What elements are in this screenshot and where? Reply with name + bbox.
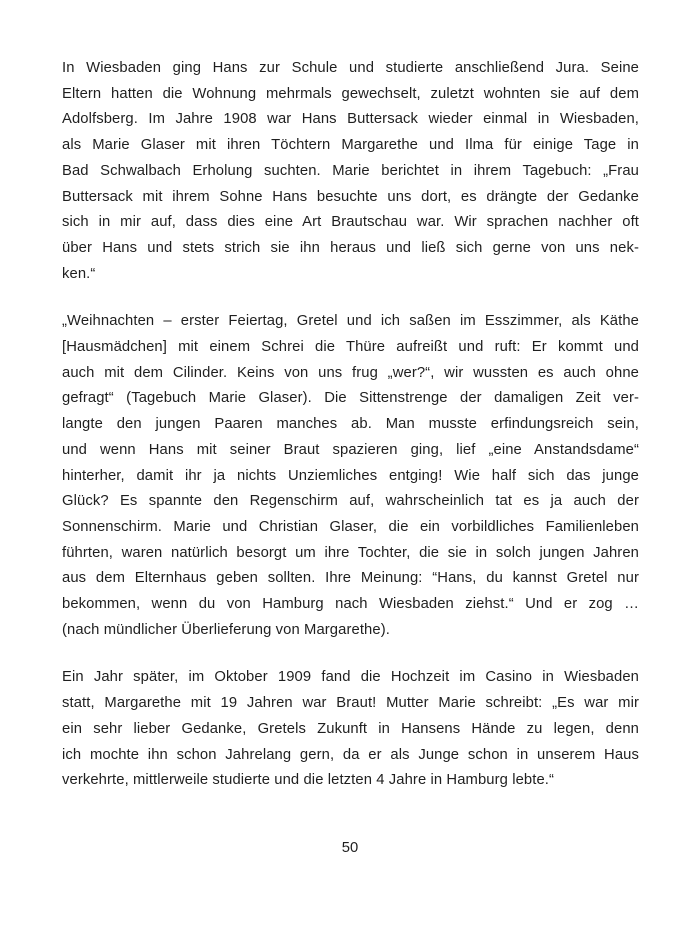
text-line: Adolfsberg. Im Jahre 1908 war Hans Buttersack wieder einmal in Wiesbaden, [62,111,639,128]
text-line: Bad Schwalbach Erholung suchten. Marie berichtet in ihrem Tagebuch: „Frau [62,162,639,179]
text-line: Glück? Es spannte den Regenschirm auf, wahrscheinlich tat es ja auch der [62,493,639,510]
text-line: verkehrte, mittlerweile studierte und die letzten 4 Jahre in Hamburg lebte.“ [62,772,555,789]
text-line: ich mochte ihn schon Jahrelang gern, da er als Junge schon in unserem Haus [62,746,639,763]
text-line: ken.“ [62,265,96,282]
text-line: statt, Margarethe mit 19 Jahren war Braut! Mutter Marie schreibt: „Es war mir [62,695,639,712]
text-line: über Hans und stets strich sie ihn heraus und ließ sich gerne von uns nek- [62,239,639,256]
text-line: als Marie Glaser mit ihren Töchtern Margarethe und Ilma für einige Tage in [62,137,639,154]
text-line: auch mit dem Cilinder. Keins von uns frug „wer?“, wir wussten es auch ohne [62,364,639,381]
text-line: bekommen, wenn du von Hamburg nach Wiesbaden ziehst.“ Und er zog … [62,596,639,613]
paragraph [62,309,639,643]
text-line: aus dem Elternhaus geben sollten. Ihre Meinung: “Hans, du kannst Gretel nur [62,570,639,587]
page-number: 50 [341,840,359,856]
text-line: Buttersack mit ihrem Sohne Hans besuchte uns dort, es drängte der Gedanke [62,188,639,205]
text-line: Sonnenschirm. Marie und Christian Glaser, die ein vorbildliches Familienleben [62,518,639,535]
text-line: In Wiesbaden ging Hans zur Schule und studierte anschließend Jura. Seine [62,60,639,76]
text-line: hinterher, damit ihr ja nichts Unziemliches entging! Wie half sich das junge [62,467,639,484]
text-line: ein sehr lieber Gedanke, Gretels Zukunft in Hansens Hände zu legen, denn [62,720,639,737]
text-line: gefragt“ (Tagebuch Marie Glaser). Die Sittenstrenge der damaligen Zeit ver- [62,390,639,407]
text-line: sich in mir auf, dass dies eine Art Brautschau war. Wir sprachen nachher oft [62,214,639,231]
text-line: [Hausmädchen] mit einem Schrei die Thüre aufreißt und ruft: Er kommt und [62,339,639,356]
text-line: Eltern hatten die Wohnung mehrmals gewechselt, zuletzt wohnten sie auf dem [62,85,639,102]
text-line: langte den jungen Paaren manches ab. Man musste erfindungsreich sein, [62,416,639,433]
paragraph [62,56,639,287]
text-line: führten, waren natürlich besorgt um ihre Tochter, die sie in solch jungen Jahren [62,544,639,561]
text-line: (nach mündlicher Überlieferung von Margarethe). [62,621,390,638]
paragraph [62,665,639,794]
text-line: und wenn Hans mit seiner Braut spazieren ging, lief „eine Anstandsdame“ [62,441,639,458]
body-text [62,56,639,816]
text-line: Ein Jahr später, im Oktober 1909 fand die Hochzeit im Casino in Wiesbaden [62,669,639,686]
text-line: „Weihnachten – erster Feiertag, Gretel und ich saßen im Esszimmer, als Käthe [62,313,639,330]
